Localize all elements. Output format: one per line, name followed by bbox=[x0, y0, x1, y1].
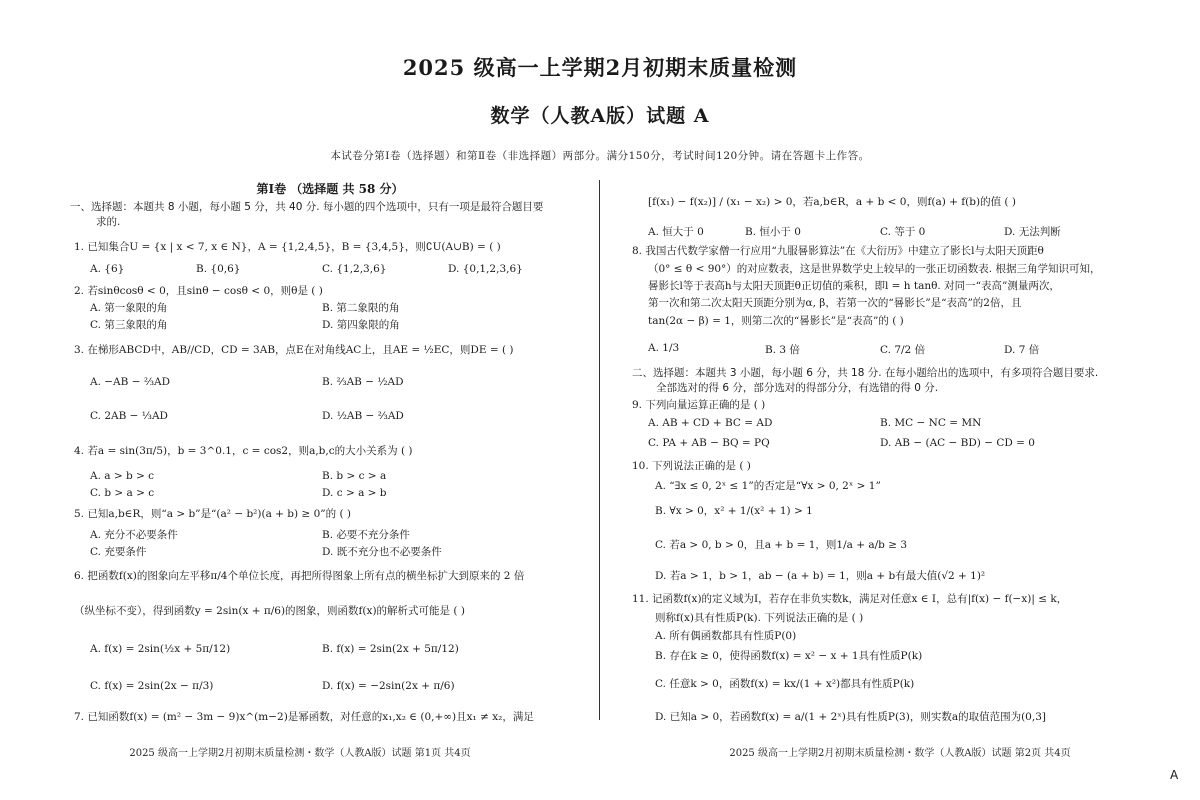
q2-option-c: C. 第三象限的角 bbox=[90, 319, 168, 331]
question-2: 2. 若sinθcosθ < 0，且sinθ − cosθ < 0，则θ是 ( ) bbox=[74, 285, 323, 297]
q6-option-d: D. f(x) = −2sin(2x + π/6) bbox=[322, 680, 455, 692]
exam-subtitle: 数学（人教A版）试题 A bbox=[490, 105, 710, 127]
question-7-cont: [f(x₁) − f(x₂)] / (x₁ − x₂) > 0，若a,b∈R，a + b < 0，则f(a) + f(b)的值 ( ) bbox=[648, 196, 1016, 208]
q8-option-a: A. 1/3 bbox=[648, 342, 680, 354]
question-1: 1. 已知集合U = {x | x < 7, x ∈ N}，A = {1,2,4,5}，B = {3,4,5}，则∁U(A∪B) = ( ) bbox=[74, 241, 501, 253]
question-8-line4: 第一次和第二次太阳天顶距分别为α, β，若第一次的“晷影长”是“表高”的2倍，且 bbox=[648, 297, 1022, 309]
question-3: 3. 在梯形ABCD中，AB//CD，CD = 3AB，点E在对角线AC上，且AE = ½EC，则DE = ( ) bbox=[74, 344, 514, 356]
q4-option-d: D. c > a > b bbox=[322, 487, 387, 499]
q5-option-d: D. 既不充分也不必要条件 bbox=[322, 546, 442, 558]
q3-option-c: C. 2AB − ⅓AD bbox=[90, 410, 168, 422]
question-10: 10. 下列说法正确的是 ( ) bbox=[632, 460, 751, 472]
q2-option-b: B. 第二象限的角 bbox=[322, 302, 400, 314]
q4-option-b: B. b > c > a bbox=[322, 470, 387, 482]
q6-option-c: C. f(x) = 2sin(2x − π/3) bbox=[90, 680, 214, 692]
exam-instructions: 本试卷分第Ⅰ卷（选择题）和第Ⅱ卷（非选择题）两部分。满分150分，考试时间120分钟。请在答题卡上作答。 bbox=[330, 150, 870, 162]
q10-option-d: D. 若a > 1，b > 1，ab − (a + b) = 1，则a + b有最大值(√2 + 1)² bbox=[655, 570, 986, 582]
q7-option-d: D. 无法判断 bbox=[1004, 226, 1061, 238]
q7-option-b: B. 恒小于 0 bbox=[745, 226, 801, 238]
q9-option-c: C. PA + AB − BQ = PQ bbox=[648, 437, 770, 449]
question-6: 6. 把函数f(x)的图象向左平移π/4个单位长度，再把所得图象上所有点的横坐标扩大到原来的 2 倍 bbox=[74, 570, 525, 582]
q5-option-c: C. 充要条件 bbox=[90, 546, 147, 558]
exam-title: 2025 级高一上学期2月初期末质量检测 bbox=[402, 55, 798, 80]
q1-option-b: B. {0,6} bbox=[196, 263, 241, 275]
q10-option-b: B. ∀x > 0，x² + 1/(x² + 1) > 1 bbox=[655, 505, 813, 517]
q4-option-c: C. b > a > c bbox=[90, 487, 155, 499]
q11-option-c: C. 任意k > 0，函数f(x) = kx/(1 + x²)都具有性质P(k) bbox=[655, 678, 915, 690]
part2-instruction: 二、选择题：本题共 3 小题，每小题 6 分，共 18 分. 在每小题给出的选项中，有多项符合题目要求. bbox=[632, 367, 1099, 379]
q11-option-b: B. 存在k ≥ 0，使得函数f(x) = x² − x + 1具有性质P(k) bbox=[655, 650, 923, 662]
q2-option-a: A. 第一象限的角 bbox=[90, 302, 168, 314]
q1-option-a: A. {6} bbox=[90, 263, 125, 275]
q8-option-d: D. 7 倍 bbox=[1004, 344, 1040, 356]
question-5: 5. 已知a,b∈R，则“a > b”是“(a² − b²)(a + b) ≥ 0”的 ( ) bbox=[74, 508, 352, 520]
q6-option-b: B. f(x) = 2sin(2x + 5π/12) bbox=[322, 643, 459, 655]
question-4: 4. 若a = sin(3π/5)，b = 3^0.1，c = cos2，则a,b,c的大小关系为 ( ) bbox=[74, 445, 413, 457]
column-divider bbox=[599, 180, 600, 720]
q5-option-a: A. 充分不必要条件 bbox=[90, 529, 178, 541]
part1-instruction-cont: 求的. bbox=[96, 216, 121, 228]
q2-option-d: D. 第四象限的角 bbox=[322, 319, 400, 331]
section-title: 第Ⅰ卷 （选择题 共 58 分） bbox=[256, 182, 404, 196]
part1-instruction: 一、选择题：本题共 8 小题，每小题 5 分，共 40 分. 每小题的四个选项中，只有一项是最符合题目要 bbox=[70, 201, 544, 213]
q9-option-d: D. AB − (AC − BD) − CD = 0 bbox=[880, 437, 1035, 449]
question-8-line5: tan(2α − β) = 1，则第二次的“晷影长”是“表高”的 ( ) bbox=[648, 315, 904, 327]
q1-option-c: C. {1,2,3,6} bbox=[322, 263, 387, 275]
q4-option-a: A. a > b > c bbox=[90, 470, 155, 482]
q7-option-a: A. 恒大于 0 bbox=[648, 226, 704, 238]
q10-option-c: C. 若a > 0, b > 0，且a + b = 1，则1/a + a/b ≥ 3 bbox=[655, 539, 908, 551]
question-7: 7. 已知函数f(x) = (m² − 3m − 9)x^(m−2)是幂函数，对任意的x₁,x₂ ∈ (0,+∞)且x₁ ≠ x₂，满足 bbox=[74, 711, 534, 723]
q8-option-c: C. 7/2 倍 bbox=[880, 344, 926, 356]
question-11-line2: 则称f(x)具有性质P(k). 下列说法正确的是 ( ) bbox=[655, 612, 864, 624]
q5-option-b: B. 必要不充分条件 bbox=[322, 529, 410, 541]
q11-option-a: A. 所有偶函数都具有性质P(0) bbox=[655, 630, 797, 642]
q3-option-b: B. ⅔AB − ½AD bbox=[322, 376, 404, 388]
q9-option-a: A. AB + CD + BC = AD bbox=[648, 417, 773, 429]
q3-option-a: A. −AB − ⅔AD bbox=[90, 376, 171, 388]
corner-mark: A bbox=[1170, 768, 1179, 782]
q9-option-b: B. MC − NC = MN bbox=[880, 417, 982, 429]
q10-option-a: A. “∃x ≤ 0, 2ˣ ≤ 1”的否定是“∀x > 0, 2ˣ > 1” bbox=[655, 480, 881, 492]
question-8-line2: （0° ≤ θ < 90°）的对应数表，这是世界数学史上较早的一张正切函数表. 根据三角学知识可知， bbox=[648, 263, 1101, 275]
q3-option-d: D. ½AB − ⅔AD bbox=[322, 410, 404, 422]
q11-option-d: D. 已知a > 0，若函数f(x) = a/(1 + 2ˣ)具有性质P(3)，则实数a的取值范围为(0,3] bbox=[655, 711, 1046, 723]
q8-option-b: B. 3 倍 bbox=[765, 344, 800, 356]
page-footer-left: 2025 级高一上学期2月初期末质量检测・数学（人教A版）试题 第1页 共4页 bbox=[129, 748, 471, 759]
q1-option-d: D. {0,1,2,3,6} bbox=[448, 263, 523, 275]
question-6-cont: （纵坐标不变），得到函数y = 2sin(x + π/6)的图象，则函数f(x)的解析式可能是 ( ) bbox=[74, 605, 465, 617]
question-8: 8. 我国古代数学家僧一行应用“九服晷影算法”在《大衍历》中建立了影长l与太阳天顶距θ bbox=[632, 245, 1044, 257]
part2-instruction-cont: 全部选对的得 6 分，部分选对的得部分分，有选错的得 0 分. bbox=[656, 382, 939, 394]
question-11: 11. 记函数f(x)的定义域为I，若存在非负实数k，满足对任意x ∈ I，总有|f(x) − f(−x)| ≤ k， bbox=[632, 593, 1068, 605]
page-footer-right: 2025 级高一上学期2月初期末质量检测・数学（人教A版）试题 第2页 共4页 bbox=[729, 748, 1071, 759]
q7-option-c: C. 等于 0 bbox=[880, 226, 926, 238]
q6-option-a: A. f(x) = 2sin(½x + 5π/12) bbox=[90, 643, 231, 655]
question-9: 9. 下列向量运算正确的是 ( ) bbox=[632, 399, 766, 411]
question-8-line3: 晷影长l等于表高h与太阳天顶距θ正切值的乘积，即l = h tanθ. 对同一“表高”测量两次， bbox=[648, 280, 1060, 292]
